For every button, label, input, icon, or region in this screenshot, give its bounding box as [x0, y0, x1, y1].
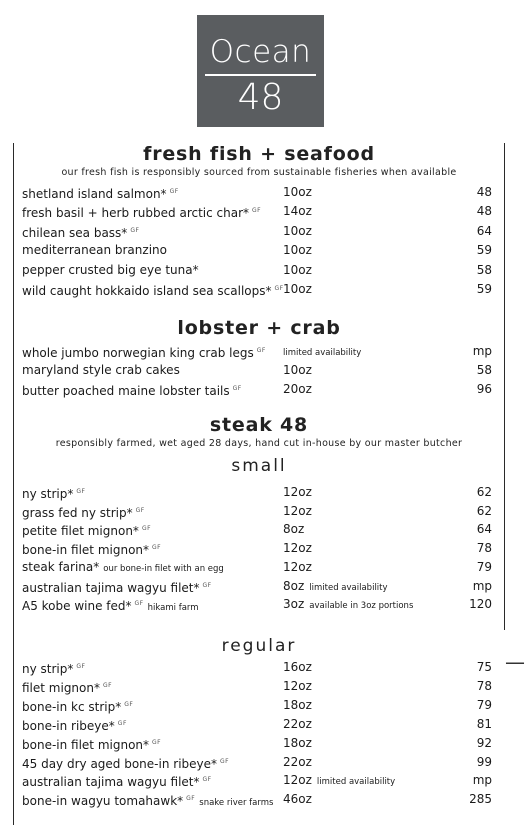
menu-item-size-group [283, 361, 312, 379]
menu-item-size-group [283, 539, 312, 557]
menu-item-price: 92 [476, 735, 492, 750]
menu-item-size: 10oz [283, 223, 312, 238]
gluten-free-badge: GF [103, 681, 113, 689]
menu-item-size-group [283, 558, 312, 576]
menu-item-row [22, 558, 492, 576]
menu-item-size: 10oz [283, 362, 312, 377]
menu-item-price: mp [472, 773, 492, 788]
menu-item-name-group [22, 558, 224, 578]
menu-item-size: 12oz [283, 559, 312, 574]
menu-item-size-group [283, 658, 312, 676]
menu-item-price: 285 [469, 792, 492, 807]
menu-item-name: bone-in ribeye* [22, 718, 115, 733]
menu-item-price: 59 [476, 282, 492, 296]
menu-item-name-group [22, 577, 212, 597]
menu-item-size-group [283, 753, 312, 771]
menu-item-name-group [22, 502, 145, 522]
menu-item-size: 22oz [283, 754, 312, 769]
menu-item-name: fresh basil + herb rubbed arctic char* [22, 206, 250, 221]
menu-item-row [22, 677, 492, 695]
menu-item-name-group [22, 753, 229, 773]
gluten-free-badge: GF [186, 795, 196, 803]
menu-item-row [22, 734, 492, 752]
logo-number: 48 [237, 77, 284, 118]
gluten-free-badge: GF [124, 700, 134, 708]
menu-item-name-group [22, 696, 133, 716]
menu-item-price: 79 [476, 559, 492, 574]
menu-item-size-group [283, 183, 312, 201]
menu-item-name-group [22, 380, 242, 400]
menu-item-row [22, 577, 492, 595]
menu-item-size: 16oz [283, 660, 312, 674]
menu-item-row [22, 342, 492, 360]
menu-item-row [22, 753, 492, 771]
gluten-free-badge: GF [76, 488, 86, 495]
menu-item-row [22, 502, 492, 520]
menu-item-row [22, 595, 492, 613]
menu-item-size-group [283, 280, 312, 298]
menu-item-size: 22oz [283, 716, 312, 731]
menu-item-row [22, 483, 492, 501]
menu-item-name-group [22, 520, 151, 540]
menu-item-size: 3oz [283, 597, 305, 612]
menu-item-size: 12oz [283, 485, 312, 499]
menu-item-row [22, 658, 492, 676]
menu-item-name-group [22, 790, 273, 812]
gluten-free-badge: GF [76, 663, 86, 670]
menu-item-name-group [22, 342, 266, 362]
menu-item-name-group [22, 280, 284, 300]
menu-item-note: hikami farm [147, 603, 199, 614]
menu-item-name: maryland style crab cakes [22, 362, 180, 377]
menu-item-name: ny strip* [22, 487, 74, 501]
gluten-free-badge: GF [152, 738, 162, 746]
menu-item-size-group [283, 715, 312, 733]
menu-item-name-group [22, 734, 161, 754]
menu-item-name-group [22, 771, 212, 791]
menu-item-size-group [283, 734, 312, 752]
menu-item-price: 96 [476, 381, 492, 396]
section-title-steak: steak 48 [209, 414, 309, 436]
menu-item-name-group [22, 715, 127, 735]
section-note-fish: our fresh fish is responsibly sourced from sustainable fisheries when available [61, 167, 457, 178]
menu-item-name: whole jumbo norwegian king crab legs [22, 346, 254, 360]
menu-item-size-group [283, 222, 312, 240]
menu-item-size-group [283, 342, 361, 362]
menu-item-size-group [283, 520, 304, 538]
menu-item-price: 75 [476, 660, 492, 674]
gluten-free-badge: GF [232, 384, 242, 392]
menu-item-name: 45 day dry aged bone-in ribeye* [22, 756, 218, 771]
menu-item-name: A5 kobe wine fed* [22, 599, 132, 614]
menu-item-name: bone-in filet mignon* [22, 737, 150, 752]
menu-item-name-group [22, 658, 85, 678]
menu-item-price: 58 [476, 362, 492, 377]
menu-item-price: 62 [476, 485, 492, 499]
menu-item-price: 78 [476, 678, 492, 693]
menu-item-size: 10oz [283, 262, 312, 277]
menu-item-name-group [22, 677, 112, 697]
menu-item-size-group [283, 261, 312, 279]
menu-item-price: 48 [476, 204, 492, 219]
menu-item-price: 64 [476, 223, 492, 238]
menu-item-name: bone-in filet mignon* [22, 543, 150, 558]
logo-rule [205, 74, 316, 76]
menu-item-name: bone-in wagyu tomahawk* [22, 794, 184, 809]
menu-item-size-group [283, 241, 312, 259]
menu-item-name: butter poached maine lobster tails [22, 383, 230, 398]
section-note-steak: responsibly farmed, wet aged 28 days, hand cut in-house by our master butcher [55, 438, 463, 449]
gluten-free-badge: GF [152, 544, 162, 552]
menu-item-name: wild caught hokkaido island sea scallops* [22, 284, 272, 298]
menu-item-size: 8oz [283, 522, 305, 537]
menu-item-name-group [22, 261, 199, 279]
subsection-title-small: small [231, 456, 287, 476]
availability-note: limited availability [316, 777, 396, 788]
menu-item-name: bone-in kc strip* [22, 699, 122, 714]
menu-item-size: 10oz [283, 282, 312, 296]
menu-item-size: 10oz [283, 185, 312, 199]
availability-note: limited availability [309, 582, 388, 593]
menu-item-name-group [22, 595, 199, 617]
menu-item-name: ny strip* [22, 662, 74, 676]
menu-item-name: chilean sea bass* [22, 225, 128, 240]
gluten-free-badge: GF [252, 207, 262, 215]
menu-item-price: 58 [476, 262, 492, 277]
menu-item-name-group [22, 183, 179, 203]
gluten-free-badge: GF [130, 226, 140, 234]
menu-right-border [504, 143, 505, 630]
menu-item-size-group [283, 696, 312, 714]
gluten-free-badge: GF [220, 757, 230, 765]
menu-item-size: 18oz [283, 735, 312, 750]
menu-item-row [22, 539, 492, 557]
menu-item-size: limited availability [283, 348, 362, 358]
ocean-48-logo [197, 15, 324, 127]
menu-item-name-group [22, 222, 139, 242]
menu-item-size: 12oz [283, 678, 312, 693]
menu-item-price: 99 [476, 754, 492, 769]
section-title-lobster: lobster + crab [177, 317, 341, 339]
menu-item-row [22, 771, 492, 789]
menu-item-row [22, 202, 492, 220]
menu-item-row [22, 790, 492, 808]
menu-item-size: 12oz [283, 541, 312, 556]
gluten-free-badge: GF [134, 600, 144, 608]
menu-item-name: mediterranean branzino [22, 243, 167, 258]
gluten-free-badge: GF [274, 285, 284, 292]
menu-item-size-group [283, 483, 312, 501]
menu-item-name-group [22, 361, 180, 379]
gluten-free-badge: GF [202, 776, 212, 784]
menu-left-border [13, 143, 14, 825]
menu-item-row [22, 361, 492, 379]
menu-item-name: australian tajima wagyu filet* [22, 580, 200, 595]
gluten-free-badge: GF [169, 188, 179, 195]
menu-item-price: mp [472, 344, 492, 358]
page-edge-mark: — [505, 650, 525, 674]
logo-word: Ocean [209, 34, 312, 70]
availability-note: available in 3oz portions [309, 601, 414, 612]
menu-item-size-group [283, 595, 413, 615]
menu-item-row [22, 280, 492, 298]
gluten-free-badge: GF [117, 719, 127, 727]
menu-item-name: australian tajima wagyu filet* [22, 775, 200, 790]
gluten-free-badge: GF [141, 525, 152, 533]
menu-item-size-group [283, 202, 312, 220]
menu-item-name: petite filet mignon* [22, 524, 139, 539]
menu-item-size-group [283, 771, 395, 791]
section-title-fish: fresh fish + seafood [143, 143, 375, 165]
menu-item-size: 12oz [283, 773, 312, 788]
menu-item-size: 12oz [283, 503, 312, 518]
menu-item-row [22, 520, 492, 538]
menu-item-row [22, 380, 492, 398]
menu-item-name-group [22, 483, 85, 503]
menu-item-name: shetland island salmon* [22, 187, 167, 201]
menu-item-size-group [283, 577, 388, 597]
menu-item-price: 78 [476, 541, 492, 556]
menu-item-note: our bone-in filet with an egg [103, 563, 224, 574]
subsection-title-regular: regular [221, 636, 297, 656]
menu-item-price: 48 [476, 185, 492, 199]
menu-item-row [22, 261, 492, 279]
menu-item-price: 59 [476, 243, 492, 258]
menu-item-size: 20oz [283, 381, 312, 396]
menu-item-size: 14oz [283, 204, 312, 219]
menu-item-price: 79 [476, 697, 492, 712]
menu-item-price: 81 [476, 716, 492, 731]
menu-item-row [22, 241, 492, 259]
menu-item-size: 8oz [283, 578, 305, 593]
menu-item-size: 46oz [283, 792, 312, 807]
menu-item-size: 18oz [283, 697, 312, 712]
menu-item-price: 120 [469, 597, 492, 612]
menu-item-name: steak farina* [22, 559, 100, 574]
menu-item-size-group [283, 677, 312, 695]
menu-item-row [22, 696, 492, 714]
menu-item-row [22, 183, 492, 201]
menu-item-name: pepper crusted big eye tuna* [22, 262, 199, 277]
menu-item-name: filet mignon* [22, 680, 100, 695]
menu-item-row [22, 715, 492, 733]
menu-item-size-group [283, 380, 312, 398]
menu-item-name-group [22, 202, 261, 222]
menu-item-name: grass fed ny strip* [22, 505, 133, 520]
menu-item-size: 10oz [283, 243, 312, 258]
menu-item-price: 62 [476, 503, 492, 518]
menu-item-size-group [283, 790, 312, 808]
gluten-free-badge: GF [135, 506, 145, 514]
menu-item-name-group [22, 241, 167, 259]
menu-item-name-group [22, 539, 161, 559]
menu-item-size-group [283, 502, 312, 520]
menu-item-price: 64 [476, 522, 492, 537]
menu-item-price: mp [472, 578, 492, 593]
menu-item-row [22, 222, 492, 240]
gluten-free-badge: GF [256, 347, 266, 354]
gluten-free-badge: GF [202, 581, 212, 589]
menu-item-note: snake river farms [199, 798, 274, 809]
